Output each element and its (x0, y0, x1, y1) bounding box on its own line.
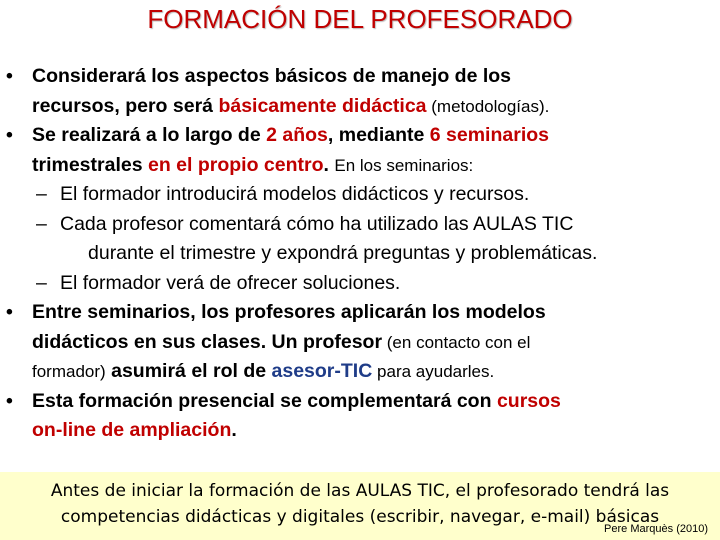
bullet3-text-d: formador) (32, 362, 106, 381)
bullet1-text-a: Considerará los aspectos básicos de manejo de los (32, 65, 512, 87)
sub3-text: El formador verá de ofrecer soluciones. (60, 271, 401, 294)
bullet2-text-g: . (323, 153, 335, 176)
dash-icon: – (36, 212, 47, 235)
bullet4-online: on-line de ampliación (32, 419, 232, 441)
bullet3-text-e: asumirá el rol de (105, 360, 272, 382)
sub1-text: El formador introducirá modelos didácticos y recursos. (60, 183, 530, 205)
bullet2-text-c: , mediante (327, 124, 430, 146)
bullet-icon: • (6, 301, 13, 323)
slide-title: FORMACIÓN DEL PROFESORADO (147, 4, 573, 34)
bullet3-role: asesor-TIC (271, 360, 373, 382)
sub2-text-b: durante el trimestre y expondrá preguntas y problemáticas. (88, 242, 598, 264)
bullet2-text-h: En los seminarios: (334, 155, 474, 175)
bullet2-location: en el propio centro (147, 153, 324, 176)
bullet1-text-d: (metodologías). (426, 96, 550, 116)
sub2-text-a: Cada profesor comentará cómo ha utilizado las AULAS TIC (60, 212, 574, 235)
dash-icon: – (36, 271, 47, 294)
bullet-icon: • (6, 124, 13, 146)
footer-line-2: competencias didácticas y digitales (escribir, navegar, e-mail) básicas (60, 507, 660, 527)
sub-item-1 (6, 180, 716, 210)
bullet2-years: 2 años (266, 124, 328, 146)
bullet-item-4 (6, 387, 716, 446)
bullet4-text-a: Esta formación presencial se complementará con (32, 389, 497, 412)
bullet-item-2 (6, 121, 716, 180)
bullet2-text-a: Se realizará a lo largo de (32, 124, 267, 146)
footer-line-1: Antes de iniciar la formación de las AULAS TIC, el profesorado tendrá las (50, 481, 670, 501)
bullet4-courses: cursos (496, 389, 561, 412)
bullet-icon: • (6, 65, 13, 87)
bullet3-text-g: para ayudarles. (372, 362, 495, 381)
bullet-icon: • (6, 389, 13, 412)
bullet3-text-a: Entre seminarios, los profesores aplicarán los modelos (32, 301, 546, 323)
sub-item-2 (6, 210, 716, 269)
slide-body (6, 62, 716, 446)
bullet1-highlight: básicamente didáctica (218, 94, 427, 117)
bullet4-text-d: . (231, 419, 237, 441)
bullet3-text-c: (en contacto con el (382, 332, 531, 352)
bullet-item-1 (6, 62, 716, 121)
author-credit: Pere Marquès (2010) (604, 523, 708, 535)
bullet2-text-e: trimestrales (32, 153, 148, 176)
bullet1-text-b: recursos, pero será (32, 94, 219, 117)
dash-icon: – (36, 183, 47, 205)
sub-item-3 (6, 269, 716, 299)
bullet-item-3 (6, 298, 716, 387)
bullet2-seminars: 6 seminarios (429, 124, 549, 146)
bullet3-text-b: didácticos en sus clases. Un profesor (32, 330, 383, 353)
